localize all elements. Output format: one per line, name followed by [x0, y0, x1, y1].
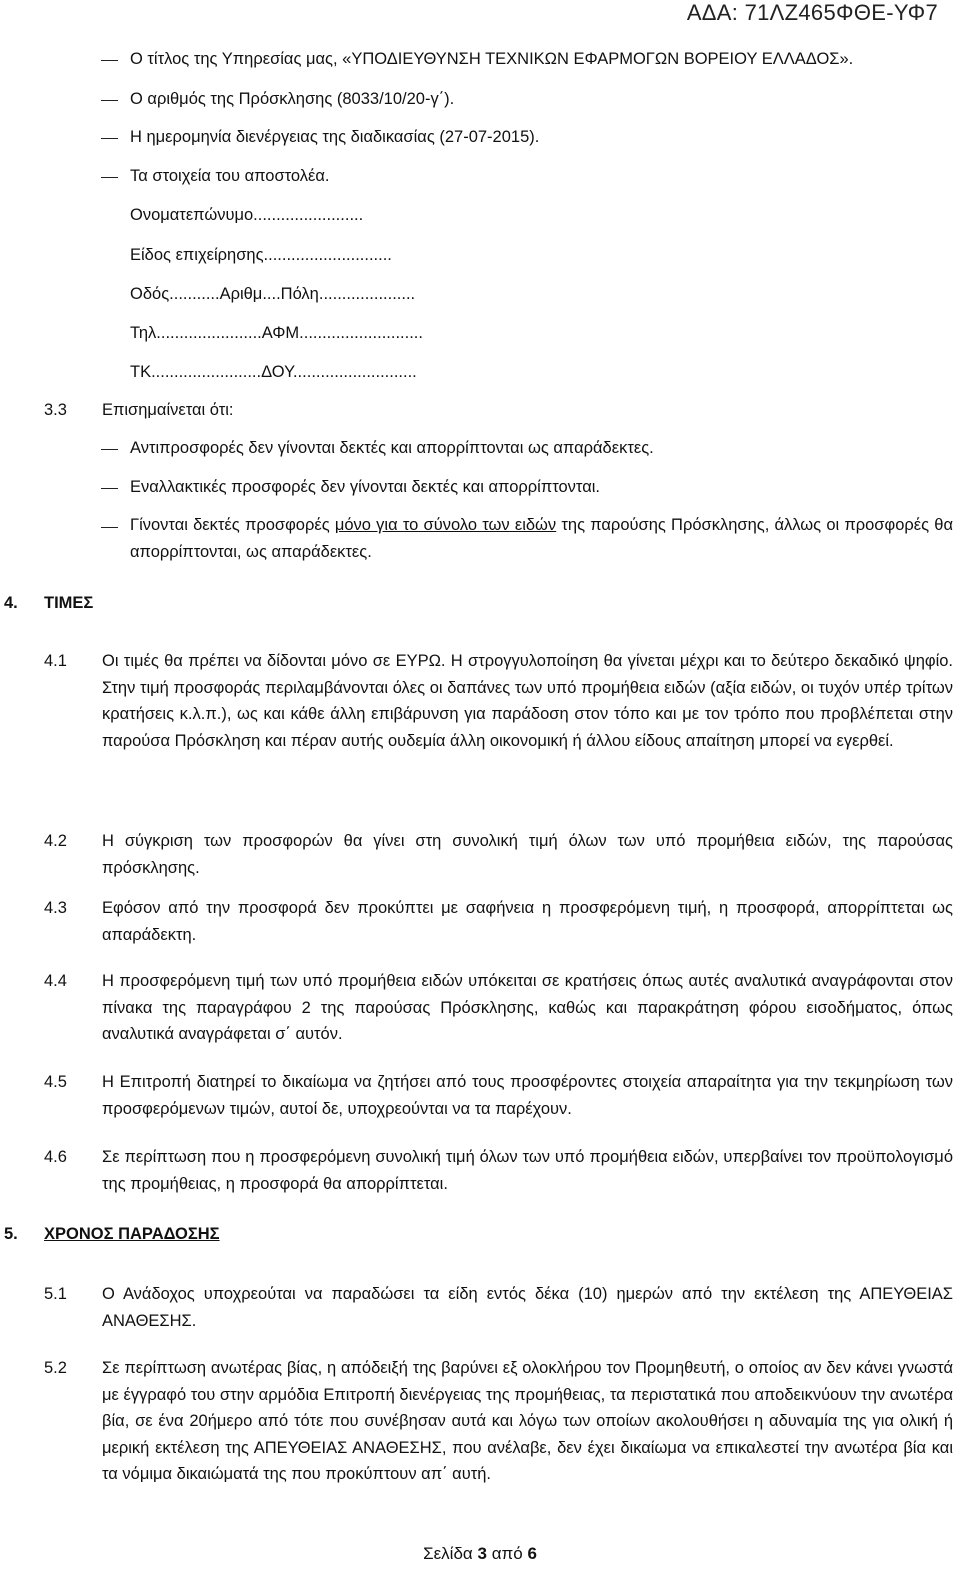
- address-field: Οδός...........Αριθμ....Πόλη.....................: [130, 285, 416, 303]
- paragraph-text: Ο Ανάδοχος υποχρεούται να παραδώσει τα είδη εντός δέκα (10) ημερών από την εκτέλεση της ΑΠΕΥΘΕΙΑΣ ΑΝΑΘΕΣΗΣ.: [102, 1285, 953, 1330]
- paragraph-number: 4.6: [44, 1148, 67, 1166]
- paragraph-number: 4.1: [44, 652, 67, 670]
- paragraph-text: Η προσφερόμενη τιμή των υπό προμήθεια ειδών υπόκειται σε κρατήσεις όπως αυτές αναλυτικά αναγράφονται στον πίνακα της παραγράφου 2 της παρούσας Πρόσκλησης, καθώς και παρακράτηση φόρου εισοδήματος, όπως αναλυτικά αναγράφεται σ΄ αυτόν.: [102, 972, 953, 1044]
- dash-bullet: [101, 60, 118, 61]
- footer-current-page: 3: [477, 1544, 487, 1563]
- section-number: 5.: [4, 1225, 18, 1243]
- paragraph-number: 5.1: [44, 1285, 67, 1303]
- footer-of-word: από: [491, 1544, 523, 1563]
- list-item: Τα στοιχεία του αποστολέα.: [130, 167, 330, 185]
- section-number: 4.: [4, 594, 18, 612]
- paragraph-number: 4.2: [44, 832, 67, 850]
- dash-bullet: [101, 488, 118, 489]
- paragraph-text: Σε περίπτωση ανωτέρας βίας, η απόδειξή της βαρύνει εξ ολοκλήρου τον Προμηθευτή, ο οποίος αν δεν κάνει γνωστά με έγγραφό του στην αρμόδια Επιτροπή διενέργειας της προμήθειας, τα περιστατικά που αποδεικνύουν την ανωτέρα βία, σε ένα 20ήμερο από τότε που συνέβησαν αυτά και λόγω των οποίων ακολουθήσει η αδυναμία της για ολική ή μερική εκτέλεση της ΑΠΕΥΘΕΙΑΣ ΑΝΑΘΕΣΗΣ, που ανέλαβε, δεν έχει δικαίωμα να επικαλεστεί την ανωτέρα βία και τα νόμιμα δικαιώματά της που προκύπτουν απ΄ αυτή.: [102, 1359, 953, 1484]
- dash-bullet: [101, 449, 118, 450]
- ada-code: ΑΔΑ: 71ΛΖ465ΦΘΕ-ΥΦ7: [686, 0, 938, 25]
- section-title: ΤΙΜΕΣ: [44, 594, 94, 612]
- list-item: Ο αριθμός της Πρόσκλησης (8033/10/20-γ΄).: [130, 90, 455, 108]
- business-type-field: Είδος επιχείρησης............................: [130, 246, 392, 264]
- list-item: Η ημερομηνία διενέργειας της διαδικασίας (27-07-2015).: [130, 128, 540, 146]
- paragraph-text: Η σύγκριση των προσφορών θα γίνει στη συνολική τιμή όλων των υπό προμήθεια ειδών, της παρούσας πρόσκλησης.: [102, 832, 953, 877]
- dash-bullet: [101, 100, 118, 101]
- dash-bullet: [101, 177, 118, 178]
- paragraph-number: 4.4: [44, 972, 67, 990]
- item-text: Γίνονται δεκτές προσφορές: [130, 516, 335, 534]
- footer-page-word: Σελίδα: [423, 1544, 473, 1563]
- dash-bullet: [101, 527, 118, 528]
- section-title: ΧΡΟΝΟΣ ΠΑΡΑΔΟΣΗΣ: [44, 1225, 220, 1243]
- item-text: της παρούσης Πρόσκλησης, άλλως οι προσφορές θα απορρίπτονται, ως απαράδεκτες.: [130, 516, 953, 561]
- sender-name-field: Ονοματεπώνυμο........................: [130, 206, 364, 224]
- paragraph-text: Η Επιτροπή διατηρεί το δικαίωμα να ζητήσει από τους προσφέροντες στοιχεία απαραίτητα για την τεκμηρίωση των προσφερόμενων τιμών, αυτοί δε, υποχρεούνται να τα παρέχουν.: [102, 1073, 953, 1118]
- paragraph-number: 5.2: [44, 1359, 67, 1377]
- phone-vat-field: Τηλ.......................ΑΦΜ...........................: [130, 324, 423, 342]
- paragraph-text: Σε περίπτωση που η προσφερόμενη συνολική τιμή όλων των υπό προμήθεια ειδών, υπερβαίνει τον προϋπολογισμό της προμήθειας, η προσφορά θα απορρίπτεται.: [102, 1148, 953, 1193]
- list-item: [130, 512, 953, 565]
- paragraph-text: Εφόσον από την προσφορά δεν προκύπτει με σαφήνεια η προσφερόμενη τιμή, η προσφορά, απορρίπτεται ως απαράδεκτη.: [102, 899, 953, 944]
- dash-bullet: [101, 138, 118, 139]
- list-item: Εναλλακτικές προσφορές δεν γίνονται δεκτές και απορρίπτονται.: [130, 478, 600, 496]
- paragraph-text: Οι τιμές θα πρέπει να δίδονται μόνο σε ΕΥΡΩ. Η στρογγυλοποίηση θα γίνεται μέχρι και το δεύτερο δεκαδικό ψηφίο. Στην τιμή προσφοράς περιλαμβάνονται όλες οι δαπάνες των υπό προμήθεια ειδών (αξία ειδών, οι τυχόν υπέρ τρίτων κρατήσεις κ.λ.π.), ως και κάθε άλλη επιβάρυνση για παράδοση στον τόπο και με τον τρόπο που προβλέπεται στην παρούσα Πρόσκληση και πέραν αυτής ουδεμία άλλη οικονομική ή άλλου είδους απαίτηση μπορεί να εγερθεί.: [102, 652, 953, 750]
- section-intro: Επισημαίνεται ότι:: [102, 401, 234, 419]
- paragraph-number: 4.3: [44, 899, 67, 917]
- paragraph-number: 4.5: [44, 1073, 67, 1091]
- page-footer: [0, 1544, 960, 1564]
- postcode-taxoffice-field: ΤΚ........................ΔΟΥ...........................: [130, 363, 417, 381]
- section-number: 3.3: [44, 401, 67, 419]
- list-item: Αντιπροσφορές δεν γίνονται δεκτές και απορρίπτονται ως απαράδεκτες.: [130, 439, 654, 457]
- footer-total-pages: 6: [527, 1544, 537, 1563]
- underlined-text: μόνο για το σύνολο των ειδών: [334, 516, 557, 534]
- list-item: Ο τίτλος της Υπηρεσίας μας, «ΥΠΟΔΙΕΥΘΥΝΣΗ ΤΕΧΝΙΚΩΝ ΕΦΑΡΜΟΓΩΝ ΒΟΡΕΙΟΥ ΕΛΛΑΔΟΣ».: [130, 50, 854, 68]
